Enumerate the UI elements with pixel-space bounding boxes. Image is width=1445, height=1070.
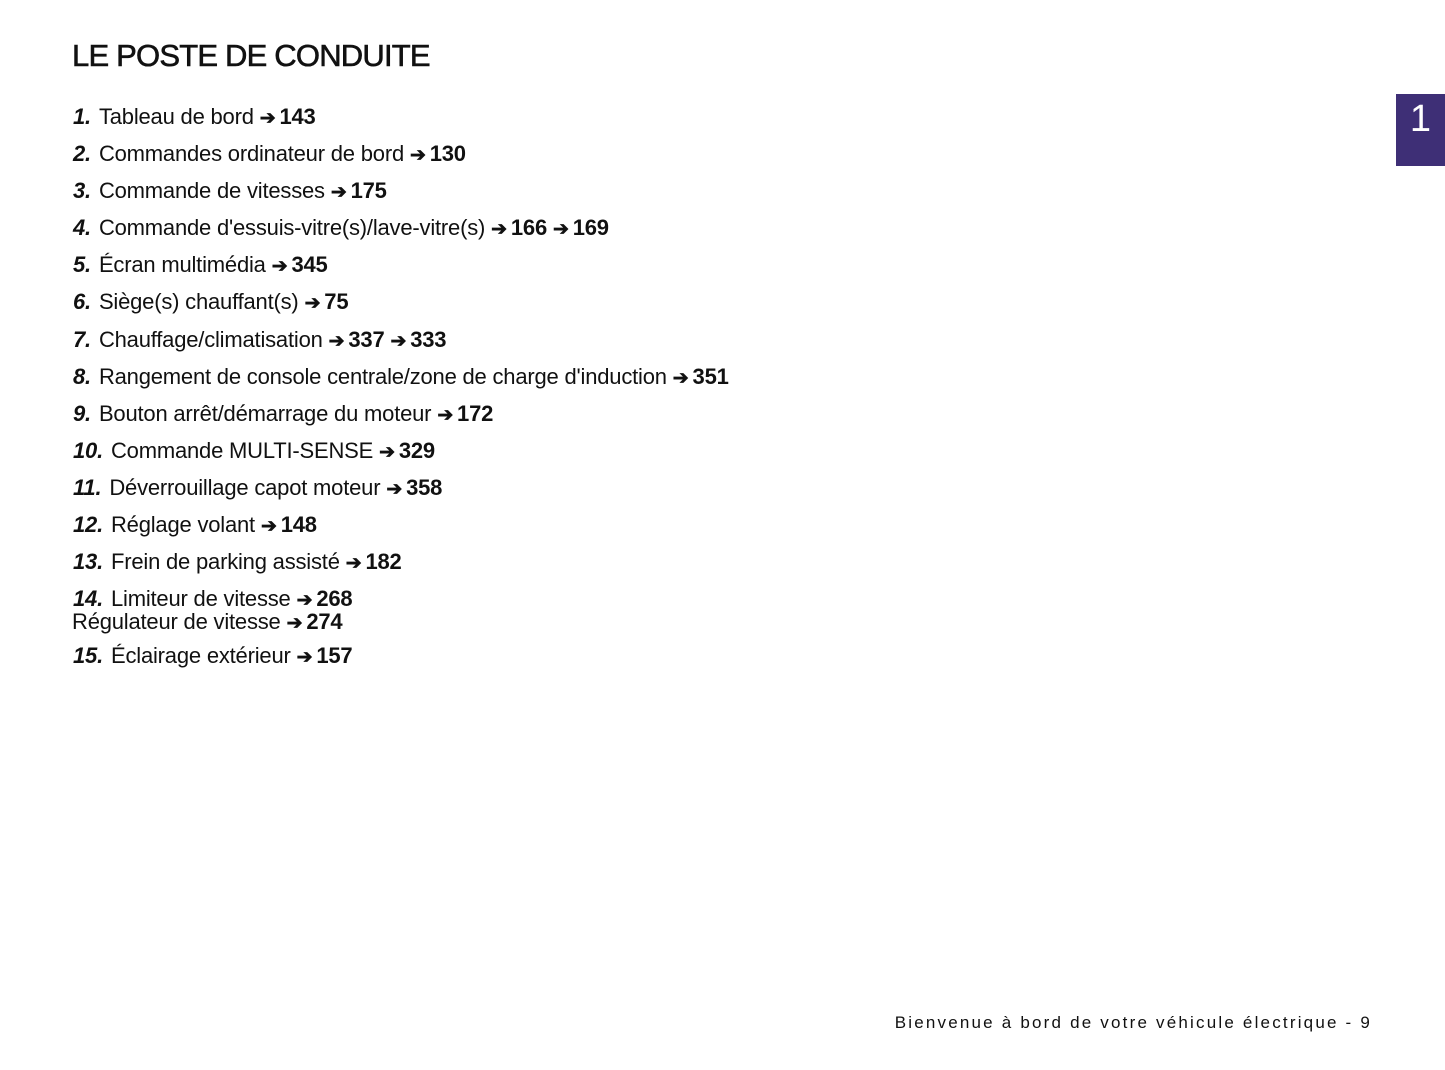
page-ref-link[interactable]: 351 xyxy=(692,363,729,389)
page-ref-link[interactable]: 148 xyxy=(280,512,317,538)
arrow-icon: ➔ xyxy=(296,647,313,669)
page-ref-link[interactable]: 268 xyxy=(316,586,353,612)
item-label: Chauffage/climatisation xyxy=(98,326,323,352)
page-ref-link[interactable]: 169 xyxy=(572,215,609,241)
list-item xyxy=(73,396,729,433)
item-number: 14. xyxy=(73,586,103,612)
page-ref-link[interactable]: 143 xyxy=(279,104,316,129)
arrow-icon: ➔ xyxy=(296,590,313,612)
list-item xyxy=(73,247,729,284)
item-label: Commande MULTI-SENSE xyxy=(110,437,374,463)
item-number: 7. xyxy=(73,326,91,352)
chapter-tab: 1 xyxy=(1396,94,1445,166)
item-label: Rangement de console centrale/zone de charge d'induction xyxy=(98,363,667,389)
item-label: Limiteur de vitesse xyxy=(110,586,291,612)
page-ref-link[interactable]: 358 xyxy=(406,474,443,500)
item-number: 1. xyxy=(73,104,91,129)
item-number: 9. xyxy=(73,400,91,426)
page-ref-link[interactable]: 182 xyxy=(365,549,402,575)
arrow-icon: ➔ xyxy=(345,553,362,575)
arrow-icon: ➔ xyxy=(386,478,403,500)
list-item xyxy=(73,638,729,675)
item-label: Réglage volant xyxy=(110,512,255,538)
arrow-icon: ➔ xyxy=(379,441,395,463)
cockpit-items-list xyxy=(73,99,729,675)
arrow-icon: ➔ xyxy=(552,219,569,241)
list-item xyxy=(73,470,729,507)
arrow-icon: ➔ xyxy=(409,145,426,167)
item-label: Éclairage extérieur xyxy=(110,643,291,669)
page-footer: Bienvenue à bord de votre véhicule électrique - 9 xyxy=(894,1013,1372,1032)
arrow-icon: ➔ xyxy=(304,293,321,315)
page-ref-link[interactable]: 157 xyxy=(316,643,353,669)
arrow-icon: ➔ xyxy=(260,516,277,538)
item-label: Déverrouillage capot moteur xyxy=(109,474,381,500)
list-item xyxy=(73,507,729,544)
list-item xyxy=(73,581,729,635)
item-label: Tableau de bord xyxy=(98,104,254,129)
item-number: 8. xyxy=(73,363,91,389)
sub-item xyxy=(72,611,729,635)
list-item xyxy=(73,359,729,396)
page-ref-link[interactable]: 166 xyxy=(510,215,547,241)
arrow-icon: ➔ xyxy=(271,256,288,278)
arrow-icon: ➔ xyxy=(672,367,689,389)
arrow-icon: ➔ xyxy=(491,219,507,241)
page-ref-link[interactable]: 130 xyxy=(429,141,466,167)
item-number: 15. xyxy=(73,643,103,669)
item-label: Frein de parking assisté xyxy=(110,549,340,575)
page-ref-link[interactable]: 172 xyxy=(457,400,494,426)
page-ref-link[interactable]: 75 xyxy=(324,289,349,315)
page-ref-link[interactable]: 333 xyxy=(410,326,447,352)
arrow-icon: ➔ xyxy=(390,330,407,352)
item-label: Bouton arrêt/démarrage du moteur xyxy=(98,400,432,426)
item-label: Commande de vitesses xyxy=(98,178,325,204)
item-number: 13. xyxy=(73,549,103,575)
list-item xyxy=(73,210,729,247)
page-ref-link[interactable]: 337 xyxy=(348,326,385,352)
item-label: Siège(s) chauffant(s) xyxy=(98,289,299,315)
list-item xyxy=(73,544,729,581)
page-ref-link[interactable]: 345 xyxy=(291,252,328,278)
list-item xyxy=(73,136,729,173)
arrow-icon: ➔ xyxy=(437,404,454,426)
item-number: 4. xyxy=(73,215,91,241)
item-number: 11. xyxy=(73,474,102,500)
page-ref-link[interactable]: 274 xyxy=(306,609,343,635)
page-title: LE POSTE DE CONDUITE xyxy=(72,38,430,73)
arrow-icon: ➔ xyxy=(328,330,345,352)
list-item xyxy=(73,173,729,210)
item-label: Commande d'essuis-vitre(s)/lave-vitre(s) xyxy=(98,215,486,241)
item-number: 10. xyxy=(73,437,103,463)
item-label: Régulateur de vitesse xyxy=(72,609,281,635)
item-number: 2. xyxy=(73,141,91,167)
item-number: 3. xyxy=(73,178,91,204)
list-item xyxy=(73,433,729,470)
arrow-icon: ➔ xyxy=(286,613,303,635)
item-number: 12. xyxy=(73,512,103,538)
list-item xyxy=(73,284,729,321)
page-ref-link[interactable]: 329 xyxy=(398,437,435,463)
page-ref-link[interactable]: 175 xyxy=(350,178,387,204)
item-number: 5. xyxy=(73,252,91,278)
item-number: 6. xyxy=(73,289,91,315)
item-label: Écran multimédia xyxy=(98,252,266,278)
arrow-icon: ➔ xyxy=(259,108,276,129)
item-label: Commandes ordinateur de bord xyxy=(98,141,404,167)
list-item xyxy=(73,322,729,359)
list-item xyxy=(73,99,729,136)
arrow-icon: ➔ xyxy=(330,182,347,204)
